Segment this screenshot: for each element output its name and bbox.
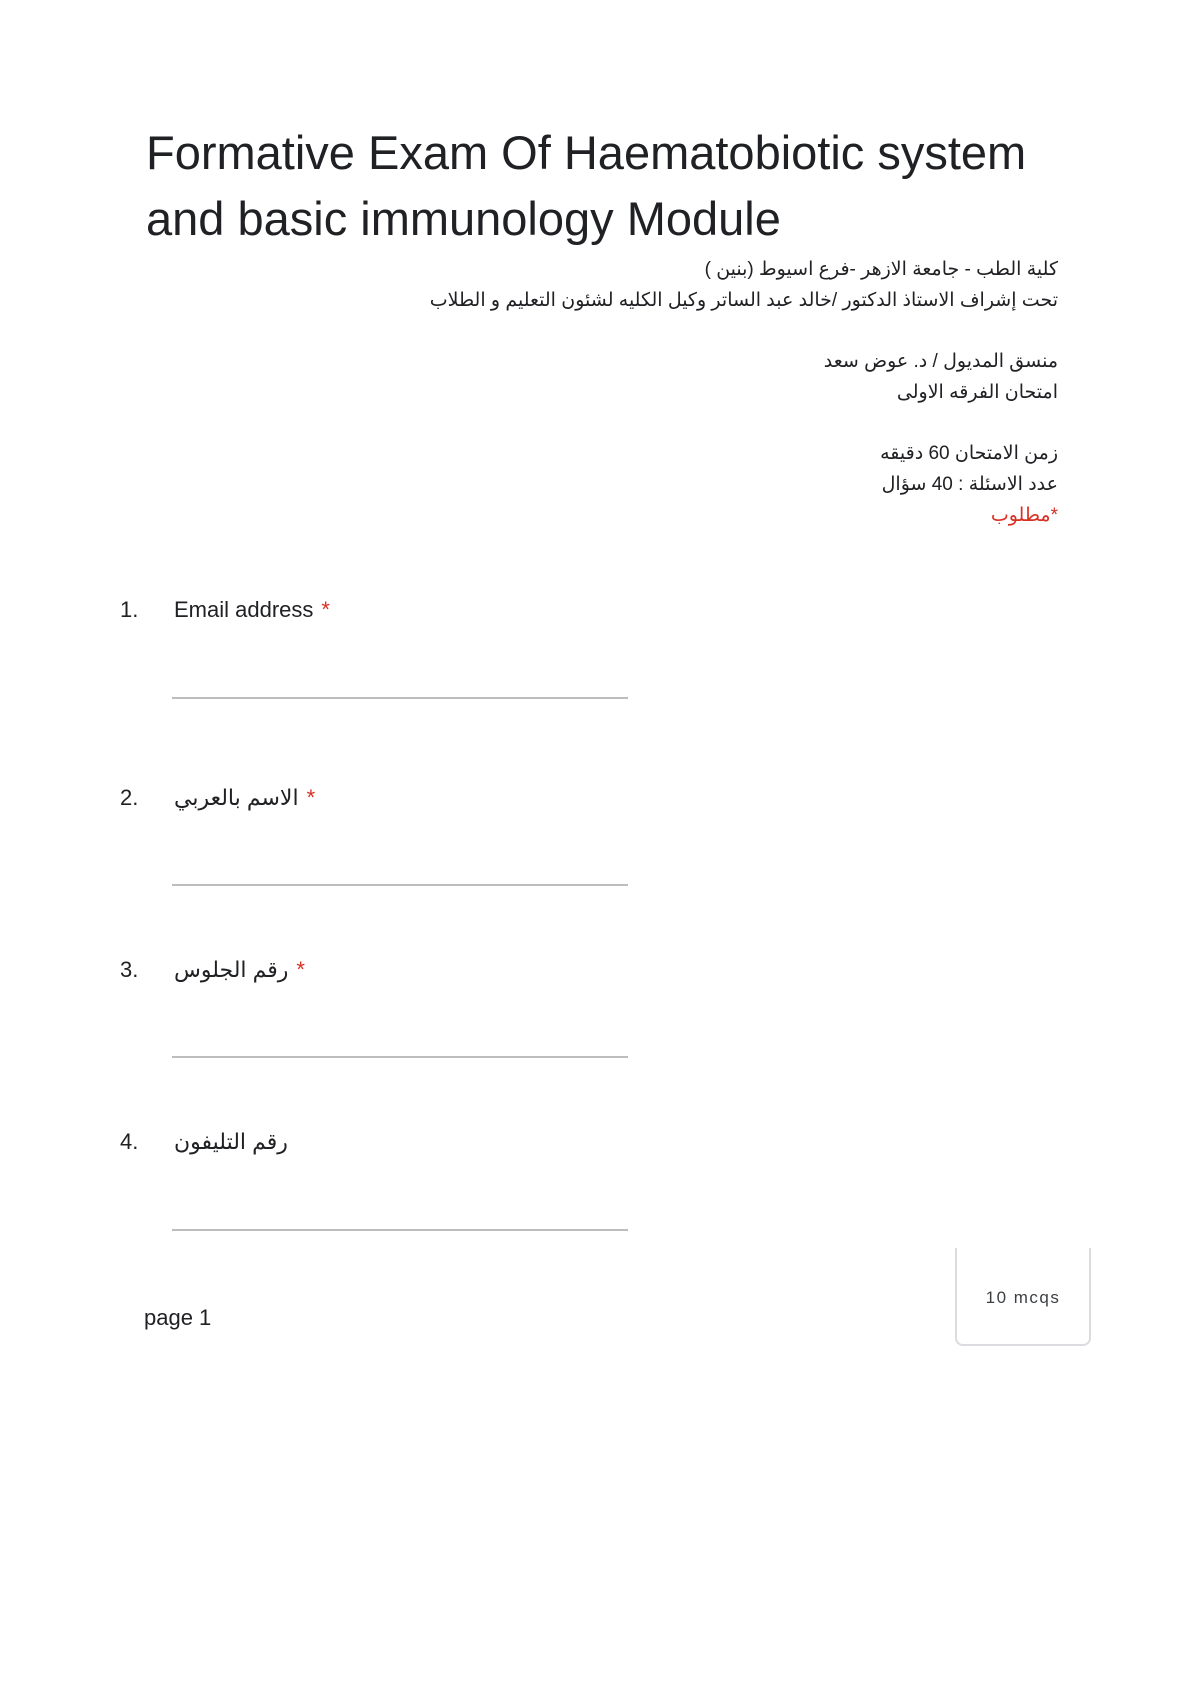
description-faculty: كلية الطب - جامعة الازهر -فرع اسيوط (بنين ) (704, 259, 1058, 280)
question-number: 2. (120, 785, 139, 810)
question-seat-number (120, 956, 640, 984)
description-coordinator: منسق المديول / د. عوض سعد (823, 351, 1058, 372)
page-label: page 1 (144, 1305, 212, 1330)
required-asterisk: * (321, 597, 330, 622)
form-description (300, 254, 1058, 531)
question-label: Email address (174, 597, 314, 622)
email-answer-field[interactable] (172, 697, 628, 699)
question-label: الاسم بالعربي (174, 785, 299, 810)
question-label: رقم التليفون (174, 1129, 288, 1154)
section-tab (955, 1248, 1091, 1346)
required-note: *مطلوب (990, 505, 1058, 526)
description-supervisor: تحت إشراف الاستاذ الدكتور /خالد عبد الساتر وكيل الكليه لشئون التعليم و الطلاب (429, 290, 1058, 311)
question-header (120, 1128, 640, 1156)
question-number: 4. (120, 1129, 139, 1154)
arabic-name-answer-field[interactable] (172, 884, 628, 886)
question-label: رقم الجلوس (174, 957, 289, 982)
description-exam-level: امتحان الفرقه الاولى (896, 382, 1058, 403)
question-header (120, 956, 640, 984)
seat-number-answer-field[interactable] (172, 1056, 628, 1058)
section-label: 10 mcqs (985, 1288, 1061, 1307)
description-exam-time: زمن الامتحان 60 دقيقه (880, 443, 1058, 464)
question-number: 1. (120, 597, 139, 622)
required-asterisk: * (296, 957, 305, 982)
form-title: Formative Exam Of Haematobiotic system and basic immunology Module (146, 126, 1027, 245)
question-header (120, 596, 640, 624)
description-gap (300, 408, 1058, 438)
description-gap (300, 316, 1058, 346)
required-asterisk: * (306, 785, 316, 810)
question-header (120, 784, 640, 812)
question-email (120, 596, 640, 624)
question-phone-number (120, 1128, 640, 1156)
description-question-count: عدد الاسئلة : 40 سؤال (881, 474, 1058, 495)
question-number: 3. (120, 957, 139, 982)
phone-number-answer-field[interactable] (172, 1229, 628, 1231)
question-arabic-name (120, 784, 640, 812)
